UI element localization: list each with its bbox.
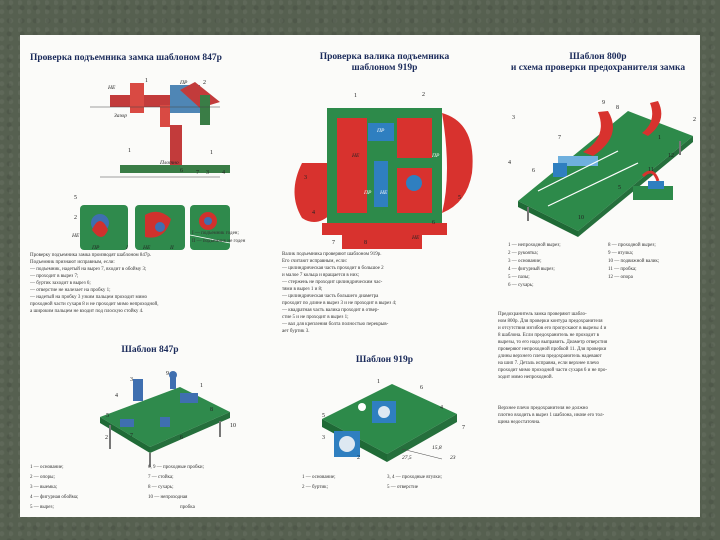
legend-919r-3: 3, 4 — проходные втулки;	[387, 475, 442, 480]
t800-n11: 11	[648, 167, 654, 173]
template-919r-n6: 6	[420, 385, 423, 391]
label-2: 2	[203, 80, 206, 86]
label-tight: Плотно	[160, 160, 179, 166]
template-847r-n4: 4	[115, 393, 118, 399]
label-4: 4	[222, 170, 225, 176]
legend-800r-9: 9 — втулка;	[608, 251, 634, 256]
section-title-800r: Шаблон 800р и схема проверки предохранителя замка	[510, 52, 686, 73]
template-919r-n1: 1	[377, 379, 380, 385]
template-847r-n8: 8	[210, 407, 213, 413]
legend-919r-5: 5 — отверстие	[387, 485, 418, 490]
shaft-ne-c: НЕ	[380, 190, 388, 196]
paragraph-847r: Проверку подъемника замка производят шаблоном 847р. Подъемник признают исправным, если: — подъемник, надетый на вырез 7, входит в обойму 3; — проходит в вырез 7; — буртик заходит в вырез 6; — отверстие не налезает на пробку 1; — надетый на пробку 3 узким пальцем проходит мимо проходной части сухаря 8 и не проходит мимо непроходной, а широким пальцем не входит под плоскую стойку 4.	[30, 253, 159, 314]
label-ne: НЕ	[108, 85, 116, 91]
t800-n5: 5	[618, 185, 621, 191]
template-847r-n5: 5	[106, 413, 109, 419]
legend-800r-6: 6 — сухарь;	[508, 283, 534, 288]
template-847r-n7: 7	[130, 433, 133, 439]
label-roman-2: II	[170, 245, 174, 251]
legend-847r-3: 3 — выемка;	[30, 485, 58, 490]
t800-n4: 4	[508, 160, 511, 166]
t800-n10: 10	[578, 215, 584, 221]
legend-800r-3: 3 — основание;	[508, 259, 542, 264]
paragraph-800r-2: Верхнее плечо предохранителя не должно плотно входить в вырез 1 шаблона, иначе его тол- щина недостаточна.	[498, 406, 605, 425]
label-1c: 1	[210, 150, 213, 156]
shaft-n5: 5	[458, 195, 461, 201]
document-page	[20, 35, 700, 517]
t800-n1: 1	[658, 135, 661, 141]
legend-847r-5: 5 — вырез;	[30, 505, 54, 510]
legend-800r-2: 2 — рукоятка;	[508, 251, 538, 256]
legend-847r-4: 4 — фигурная обойма;	[30, 495, 79, 500]
shaft-n6: 6	[432, 220, 435, 226]
label-1b: 1	[128, 148, 131, 154]
label-2b: 2	[74, 215, 77, 221]
legend-fit: I — подъемник годен;	[192, 231, 239, 236]
shaft-n2: 2	[422, 92, 425, 98]
label-7: 7	[196, 170, 199, 176]
template-847r-n10: 10	[230, 423, 236, 429]
legend-800r-11: 11 — пробка;	[608, 267, 637, 272]
legend-847r-1: 1 — основание;	[30, 465, 64, 470]
t800-n9: 9	[602, 100, 605, 106]
legend-800r-8: 8 — проходной вырез;	[608, 243, 656, 248]
shaft-n3: 3	[304, 175, 307, 181]
template-919r-dim2: 27,5	[402, 455, 412, 461]
template-919r-dim3: 23	[450, 455, 456, 461]
legend-919r-1: 1 — основание;	[302, 475, 336, 480]
label-ne-c: НЕ	[143, 245, 151, 251]
shaft-ne-b: НЕ	[412, 235, 420, 241]
legend-847r-10b: пробка	[180, 505, 195, 510]
t800-n3: 3	[512, 115, 515, 121]
t800-n12: 12	[668, 153, 674, 159]
template-919r-drawing	[282, 369, 487, 479]
paragraph-800r: Предохранитель замка проверяют шабло- ном 800р. Для проверки контура предохранителя и отсутствия изгибов его пропускают в вырезы 4 и 8 шаблона. Если предохранитель не проходит в вырезы, то его надо выправить. Диаметр отверстия проверяют непроходной пробкой 11. Для проверки длины верхнего плеча предохранитель надевают на шип 7. Деталь исправна, если верхнее плечо проходит мимо проходной части сухаря 6 и не про- ходит мимо непроходной.	[498, 312, 608, 380]
template-919r-n7: 7	[462, 425, 465, 431]
shaft-n1: 1	[354, 93, 357, 99]
shaft-n7: 7	[332, 240, 335, 246]
legend-800r-4: 4 — фигурный вырез;	[508, 267, 555, 272]
legend-800r-5: 5 — пазы;	[508, 275, 530, 280]
column-800r	[498, 35, 698, 517]
legend-847r-6: 6, 9 — проходные пробки;	[148, 465, 204, 470]
template-919r-n3: 3	[322, 435, 325, 441]
section-title-919r: Проверка валика подъемника шаблоном 919р	[319, 52, 450, 73]
shaft-check-diagram	[282, 83, 487, 258]
label-6: 6	[180, 168, 183, 174]
label-pr: ПР	[180, 80, 188, 86]
label-5: 5	[74, 195, 77, 201]
label-ne-b: НЕ	[72, 233, 80, 239]
legend-800r-1: 1 — непроходной вырез;	[508, 243, 561, 248]
t800-n6: 6	[532, 168, 535, 174]
label-3: 3	[206, 170, 209, 176]
shaft-pr-c: ПР	[432, 153, 440, 159]
legend-847r-8: 8 — сухарь;	[148, 485, 174, 490]
template-919r-n5: 5	[322, 413, 325, 419]
t800-n7: 7	[558, 135, 561, 141]
shaft-n8: 8	[364, 240, 367, 246]
legend-800r-12: 12 — опора	[608, 275, 633, 280]
label-pr-b: ПР	[92, 245, 100, 251]
legend-800r-10: 10 — подвижной валик;	[608, 259, 660, 264]
legend-847r-2: 2 — опоры;	[30, 475, 55, 480]
paragraph-919r: Валик подъемника проверяют шаблоном 919р. Его считают исправным, если: — цилиндрическая часть проходит в большое 2 и малое 7 кольца и вращается в них; — стержень не проходит цилиндрическим час- тями в вырез 1 и 8; — цилиндрическая часть большего диаметра проходит по длине в вырез 3 и не проходит в вырез 4; — квадратная часть валика проходит в отвер- стие 5 и не проходит в вырез 1; — вал для крепления болта полностью перекрыв- ает буртик 3.	[282, 252, 397, 334]
label-roman-1: I	[126, 245, 128, 251]
template-847r-n1: 1	[200, 383, 203, 389]
template-847r-n9: 9	[166, 371, 169, 377]
shaft-n4: 4	[312, 210, 315, 216]
template-847r-title: Шаблон 847р	[121, 345, 179, 355]
template-847r-n6: 6	[180, 435, 183, 441]
legend-unfit: II — подъемник не годен	[192, 239, 246, 244]
template-919r-n2: 2	[357, 455, 360, 461]
lifter-check-diagram	[30, 65, 270, 255]
shaft-pr: ПР	[377, 128, 385, 134]
template-919r-dim1: 15,8	[432, 445, 442, 451]
template-847r-n3: 3	[130, 377, 133, 383]
template-847r-drawing	[30, 357, 270, 467]
column-919r	[282, 35, 487, 517]
template-800r-drawing	[498, 81, 698, 241]
shaft-ne: НЕ	[352, 153, 360, 159]
t800-n8: 8	[616, 105, 619, 111]
template-919r-title: Шаблон 919р	[355, 355, 414, 365]
t800-n2: 2	[693, 117, 696, 123]
shaft-pr-b: ПР	[364, 190, 372, 196]
label-gap: Зазор	[114, 113, 128, 119]
column-847r	[30, 35, 270, 517]
legend-919r-2: 2 — буртик;	[302, 485, 328, 490]
legend-847r-10: 10 — непроходная	[148, 495, 188, 500]
label-1: 1	[145, 78, 148, 84]
legend-847r-7: 7 — стойка;	[148, 475, 174, 480]
section-title-847r: Проверка подъемника замка шаблоном 847р	[30, 53, 222, 63]
template-847r-n2: 2	[105, 435, 108, 441]
template-919r-n4: 4	[440, 405, 443, 411]
